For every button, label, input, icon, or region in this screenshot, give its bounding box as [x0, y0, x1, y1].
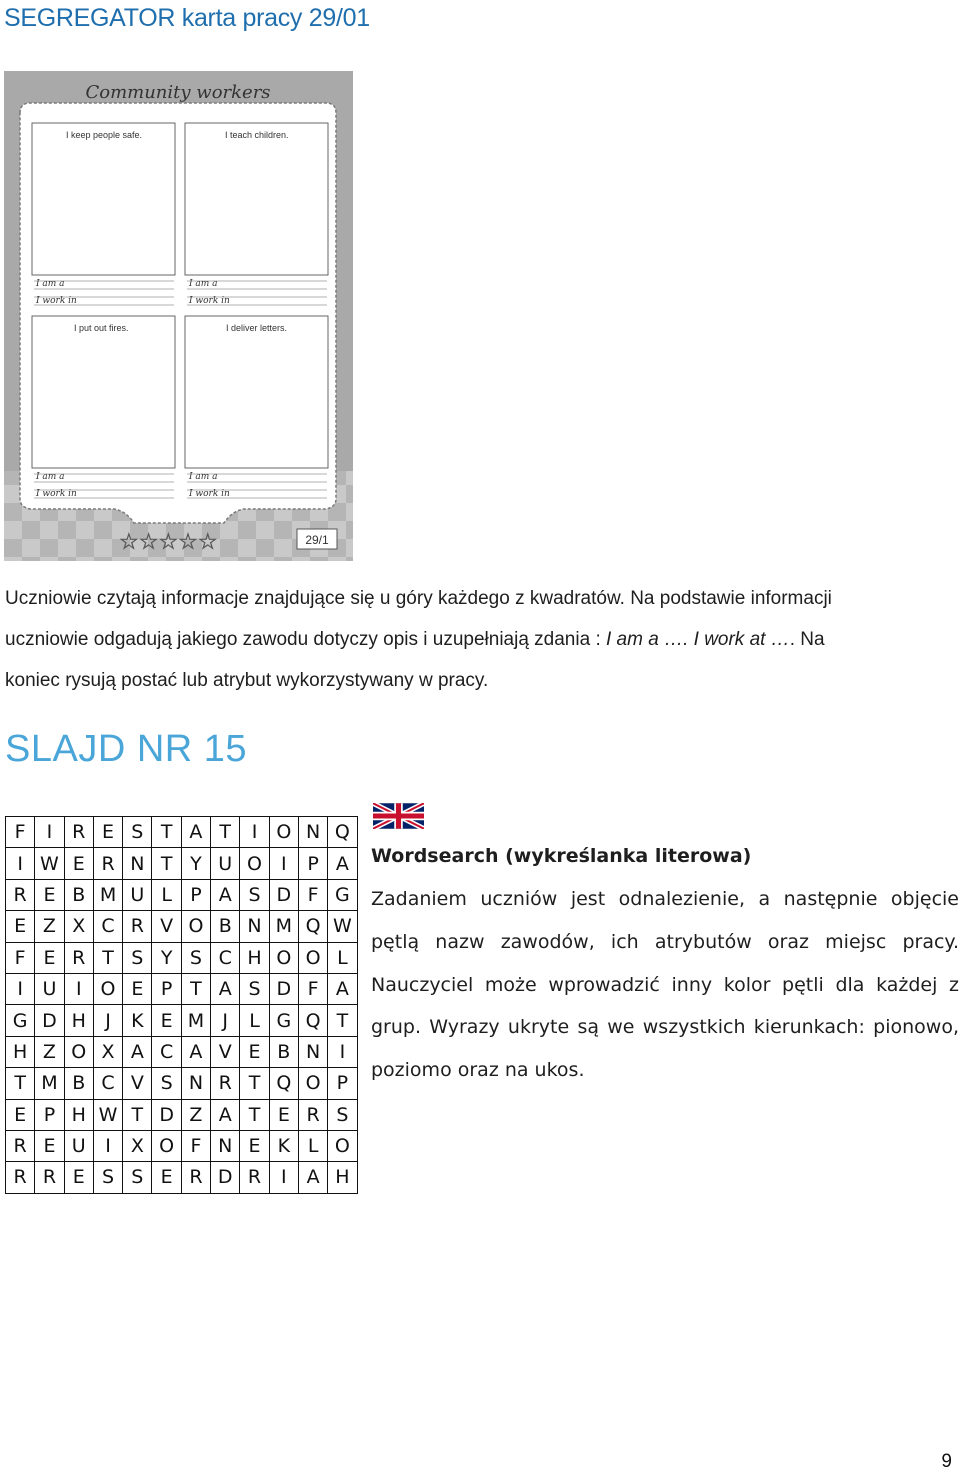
- wordsearch-cell: E: [152, 1005, 181, 1036]
- wordsearch-cell: Z: [181, 1099, 210, 1130]
- wordsearch-text-line-1: Zadaniem uczniów jest odnalezienie, a następnie objęcie: [371, 888, 959, 910]
- worksheet-code: 29/1: [305, 533, 329, 547]
- wordsearch-cell: S: [123, 1162, 152, 1193]
- wordsearch-cell: P: [328, 1068, 357, 1099]
- wordsearch-cell: N: [298, 817, 327, 848]
- box-prompt-3: I put out fires.: [74, 323, 129, 333]
- wordsearch-cell: N: [211, 1130, 240, 1161]
- wordsearch-cell: O: [269, 942, 298, 973]
- description-paragraph: [5, 578, 959, 701]
- wordsearch-cell: E: [240, 1130, 269, 1161]
- wordsearch-cell: F: [298, 973, 327, 1004]
- wordsearch-cell: U: [35, 973, 64, 1004]
- page-title: SEGREGATOR karta pracy 29/01: [4, 4, 370, 32]
- wordsearch-cell: C: [152, 1036, 181, 1067]
- wordsearch-cell: A: [328, 973, 357, 1004]
- box-prompt-2: I teach children.: [225, 130, 289, 140]
- wordsearch-cell: T: [93, 942, 122, 973]
- wordsearch-cell: I: [269, 848, 298, 879]
- box-prompt-1: I keep people safe.: [66, 130, 143, 140]
- wordsearch-cell: O: [64, 1036, 93, 1067]
- wordsearch-cell: E: [64, 1162, 93, 1193]
- line-i-am-a-4: I am a: [189, 472, 218, 482]
- wordsearch-cell: T: [6, 1068, 35, 1099]
- wordsearch-cell: L: [298, 1130, 327, 1161]
- wordsearch-cell: G: [328, 879, 357, 910]
- wordsearch-cell: N: [181, 1068, 210, 1099]
- wordsearch-text-line-2: pętlą nazw zawodów, ich atrybutów oraz miejsc pracy.: [371, 931, 959, 953]
- line-i-am-a-2: I am a: [189, 279, 218, 289]
- wordsearch-cell: H: [6, 1036, 35, 1067]
- wordsearch-cell: E: [35, 1130, 64, 1161]
- wordsearch-cell: Z: [35, 911, 64, 942]
- wordsearch-cell: E: [123, 973, 152, 1004]
- wordsearch-cell: E: [6, 911, 35, 942]
- wordsearch-cell: T: [328, 1005, 357, 1036]
- wordsearch-cell: O: [298, 1068, 327, 1099]
- wordsearch-cell: T: [123, 1099, 152, 1130]
- wordsearch-row: [6, 1130, 358, 1161]
- wordsearch-cell: T: [181, 973, 210, 1004]
- wordsearch-cell: L: [328, 942, 357, 973]
- wordsearch-cell: O: [298, 942, 327, 973]
- wordsearch-cell: U: [64, 1130, 93, 1161]
- wordsearch-row: [6, 973, 358, 1004]
- wordsearch-cell: C: [93, 911, 122, 942]
- wordsearch-cell: W: [93, 1099, 122, 1130]
- wordsearch-cell: S: [240, 879, 269, 910]
- wordsearch-cell: B: [269, 1036, 298, 1067]
- wordsearch-cell: O: [328, 1130, 357, 1161]
- wordsearch-cell: M: [181, 1005, 210, 1036]
- wordsearch-cell: R: [93, 848, 122, 879]
- wordsearch-cell: T: [152, 848, 181, 879]
- wordsearch-cell: A: [211, 973, 240, 1004]
- wordsearch-cell: E: [35, 879, 64, 910]
- wordsearch-cell: B: [211, 911, 240, 942]
- wordsearch-cell: X: [93, 1036, 122, 1067]
- wordsearch-cell: R: [181, 1162, 210, 1193]
- wordsearch-cell: S: [181, 942, 210, 973]
- wordsearch-cell: X: [123, 1130, 152, 1161]
- wordsearch-cell: V: [211, 1036, 240, 1067]
- wordsearch-grid: [5, 816, 358, 1194]
- wordsearch-cell: M: [269, 911, 298, 942]
- wordsearch-cell: S: [152, 1068, 181, 1099]
- wordsearch-cell: J: [93, 1005, 122, 1036]
- rating-stars: ☆☆☆☆☆: [119, 530, 218, 555]
- description-line-1: Uczniowie czytają informacje znajdujące się u góry każdego z kwadratów. Na podstawie informacji: [5, 588, 832, 609]
- wordsearch-cell: B: [64, 879, 93, 910]
- wordsearch-cell: W: [328, 911, 357, 942]
- uk-flag-icon: [373, 803, 424, 829]
- wordsearch-cell: E: [152, 1162, 181, 1193]
- line-i-work-in-4: I work in: [189, 489, 230, 499]
- line-i-work-in-1: I work in: [36, 296, 77, 306]
- wordsearch-cell: I: [6, 973, 35, 1004]
- wordsearch-row: [6, 1068, 358, 1099]
- wordsearch-cell: I: [64, 973, 93, 1004]
- wordsearch-title: Wordsearch (wykreślanka literowa): [371, 845, 752, 867]
- line-i-am-a-1: I am a: [36, 279, 65, 289]
- wordsearch-cell: R: [123, 911, 152, 942]
- description-line-2: [5, 619, 959, 660]
- wordsearch-cell: H: [328, 1162, 357, 1193]
- wordsearch-cell: E: [64, 848, 93, 879]
- wordsearch-row: [6, 1099, 358, 1130]
- wordsearch-cell: R: [64, 817, 93, 848]
- wordsearch-cell: S: [93, 1162, 122, 1193]
- wordsearch-cell: V: [123, 1068, 152, 1099]
- wordsearch-cell: P: [35, 1099, 64, 1130]
- wordsearch-cell: A: [123, 1036, 152, 1067]
- wordsearch-cell: Q: [269, 1068, 298, 1099]
- wordsearch-cell: G: [269, 1005, 298, 1036]
- wordsearch-cell: F: [6, 817, 35, 848]
- worksheet-image: [4, 71, 353, 561]
- wordsearch-cell: F: [181, 1130, 210, 1161]
- wordsearch-cell: H: [64, 1005, 93, 1036]
- wordsearch-cell: T: [240, 1068, 269, 1099]
- wordsearch-row: [6, 879, 358, 910]
- wordsearch-cell: N: [240, 911, 269, 942]
- wordsearch-text-line-3: Nauczyciel może wprowadzić inny kolor pętli dla każdej z: [371, 974, 959, 996]
- wordsearch-cell: N: [123, 848, 152, 879]
- wordsearch-cell: J: [211, 1005, 240, 1036]
- wordsearch-cell: E: [35, 942, 64, 973]
- wordsearch-cell: Q: [298, 911, 327, 942]
- wordsearch-cell: E: [269, 1099, 298, 1130]
- wordsearch-cell: P: [181, 879, 210, 910]
- wordsearch-cell: A: [211, 879, 240, 910]
- wordsearch-cell: R: [35, 1162, 64, 1193]
- wordsearch-text-line-5: poziomo oraz na ukos.: [371, 1059, 585, 1081]
- wordsearch-cell: E: [93, 817, 122, 848]
- wordsearch-cell: I: [269, 1162, 298, 1193]
- description-line-2-italic: I am a …. I work at …: [606, 629, 790, 650]
- wordsearch-cell: F: [6, 942, 35, 973]
- wordsearch-cell: D: [269, 973, 298, 1004]
- wordsearch-cell: E: [6, 1099, 35, 1130]
- line-i-work-in-3: I work in: [36, 489, 77, 499]
- wordsearch-cell: A: [181, 817, 210, 848]
- wordsearch-cell: O: [152, 1130, 181, 1161]
- wordsearch-cell: D: [35, 1005, 64, 1036]
- wordsearch-row: [6, 1005, 358, 1036]
- wordsearch-cell: M: [93, 879, 122, 910]
- wordsearch-cell: W: [35, 848, 64, 879]
- wordsearch-cell: R: [298, 1099, 327, 1130]
- wordsearch-cell: I: [93, 1130, 122, 1161]
- wordsearch-cell: P: [152, 973, 181, 1004]
- wordsearch-row: [6, 1036, 358, 1067]
- page-number: 9: [941, 1451, 952, 1472]
- box-prompt-4: I deliver letters.: [226, 323, 288, 333]
- wordsearch-text-line-4: grup. Wyrazy ukryte są we wszystkich kierunkach: pionowo,: [371, 1016, 959, 1038]
- wordsearch-cell: T: [152, 817, 181, 848]
- wordsearch-cell: O: [181, 911, 210, 942]
- description-line-2-end: . Na: [789, 629, 825, 650]
- wordsearch-cell: O: [93, 973, 122, 1004]
- wordsearch-row: [6, 942, 358, 973]
- wordsearch-cell: S: [328, 1099, 357, 1130]
- wordsearch-row: [6, 848, 358, 879]
- line-i-am-a-3: I am a: [36, 472, 65, 482]
- wordsearch-cell: Y: [152, 942, 181, 973]
- wordsearch-cell: V: [152, 911, 181, 942]
- wordsearch-cell: K: [269, 1130, 298, 1161]
- description-line-3: koniec rysują postać lub atrybut wykorzystywany w pracy.: [5, 670, 489, 691]
- wordsearch-cell: D: [269, 879, 298, 910]
- wordsearch-row: [6, 911, 358, 942]
- wordsearch-cell: R: [64, 942, 93, 973]
- wordsearch-cell: E: [240, 1036, 269, 1067]
- wordsearch-cell: S: [123, 942, 152, 973]
- wordsearch-cell: Z: [35, 1036, 64, 1067]
- wordsearch-cell: C: [211, 942, 240, 973]
- wordsearch-cell: U: [123, 879, 152, 910]
- wordsearch-row: [6, 817, 358, 848]
- line-i-work-in-2: I work in: [189, 296, 230, 306]
- wordsearch-cell: M: [35, 1068, 64, 1099]
- wordsearch-cell: A: [181, 1036, 210, 1067]
- wordsearch-cell: F: [298, 879, 327, 910]
- description-line-2-text: uczniowie odgadują jakiego zawodu dotyczy opis i uzupełniają zdania :: [5, 629, 606, 650]
- wordsearch-cell: I: [35, 817, 64, 848]
- wordsearch-cell: A: [211, 1099, 240, 1130]
- wordsearch-cell: O: [269, 817, 298, 848]
- wordsearch-cell: T: [240, 1099, 269, 1130]
- wordsearch-cell: K: [123, 1005, 152, 1036]
- wordsearch-cell: X: [64, 911, 93, 942]
- slide-heading: SLAJD NR 15: [5, 728, 248, 770]
- wordsearch-cell: O: [240, 848, 269, 879]
- wordsearch-cell: H: [240, 942, 269, 973]
- wordsearch-cell: L: [240, 1005, 269, 1036]
- wordsearch-cell: T: [211, 817, 240, 848]
- wordsearch-cell: R: [211, 1068, 240, 1099]
- wordsearch-cell: A: [298, 1162, 327, 1193]
- wordsearch-cell: N: [298, 1036, 327, 1067]
- wordsearch-cell: B: [64, 1068, 93, 1099]
- wordsearch-cell: D: [211, 1162, 240, 1193]
- wordsearch-cell: P: [298, 848, 327, 879]
- wordsearch-cell: I: [328, 1036, 357, 1067]
- wordsearch-cell: G: [6, 1005, 35, 1036]
- worksheet-title: Community workers: [85, 82, 271, 103]
- wordsearch-cell: R: [6, 1130, 35, 1161]
- wordsearch-cell: I: [6, 848, 35, 879]
- wordsearch-cell: I: [240, 817, 269, 848]
- wordsearch-cell: S: [123, 817, 152, 848]
- wordsearch-cell: C: [93, 1068, 122, 1099]
- wordsearch-cell: R: [240, 1162, 269, 1193]
- wordsearch-cell: H: [64, 1099, 93, 1130]
- wordsearch-cell: A: [328, 848, 357, 879]
- wordsearch-cell: S: [240, 973, 269, 1004]
- wordsearch-cell: Q: [328, 817, 357, 848]
- wordsearch-row: [6, 1162, 358, 1193]
- wordsearch-cell: L: [152, 879, 181, 910]
- wordsearch-cell: R: [6, 1162, 35, 1193]
- wordsearch-cell: D: [152, 1099, 181, 1130]
- wordsearch-cell: Y: [181, 848, 210, 879]
- wordsearch-cell: U: [211, 848, 240, 879]
- wordsearch-cell: R: [6, 879, 35, 910]
- wordsearch-cell: Q: [298, 1005, 327, 1036]
